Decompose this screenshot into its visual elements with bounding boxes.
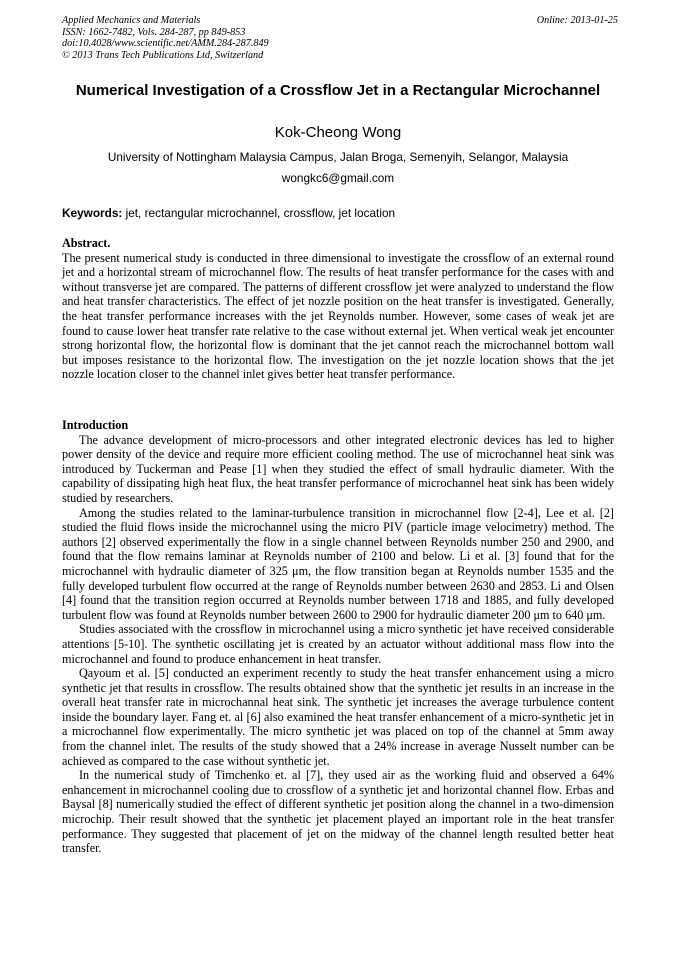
abstract-heading: Abstract.	[62, 236, 111, 250]
keywords-text: jet, rectangular microchannel, crossflow, jet location	[122, 206, 396, 220]
abstract-section	[62, 236, 614, 382]
intro-paragraph-2: Among the studies related to the laminar-turbulence transition in microchannel flow [2-4], Lee et al. [2] studied the fluid flows inside the microchannel using the micro PIV (particle image velocimetry) method. The authors [2] observed experimentally the flow in a single channel between Reynolds number 250 and 2900, and found that the flow remains laminar at Reynolds number of 2100 and below. Li et al. [3] found that for the microchannel with hydraulic diameter of 325 μm, the flow transition began at Reynolds number 1535 and the fully developed turbulent flow occurred at the range of Reynolds number between 2630 and 2853. Li and Olsen [4] found that the transition region occurred at Reynolds number between 1718 and 1885, and fully developed turbulent flow was found at Reynolds number between 2600 to 2900 for hydraulic diameter 200 μm to 640 μm.	[62, 505, 614, 622]
paper-title: Numerical Investigation of a Crossflow Jet in a Rectangular Microchannel	[75, 82, 601, 99]
online-date: Online: 2013-01-25	[536, 15, 618, 26]
doi-line: doi:10.4028/www.scientific.net/AMM.284-287.849	[62, 38, 269, 50]
intro-paragraph-4: Qayoum et al. [5] conducted an experiment recently to study the heat transfer enhancement using a micro synthetic jet that results in crossflow. The results obtained show that the synthetic jet results in an increase in the overall heat transfer rate in microchannal heat sink. The synthetic jet increases the average turbulence content inside the boundary layer. Fang et. al [6] also examined the heat transfer enhancement of a micro-synthetic jet in a microchannel flow experimentally. The micro synthetic jet was placed on top of the channel at 5mm away from the channel inlet. The results of the study showed that a 24% increase in average Nusselt number can be achieved as compared to the case without synthetic jet.	[62, 666, 614, 768]
author-email: wongkc6@gmail.com	[281, 171, 395, 185]
introduction-heading: Introduction	[62, 418, 129, 432]
keywords-label: Keywords:	[62, 206, 123, 220]
affiliation: University of Nottingham Malaysia Campus, Jalan Broga, Semenyih, Selangor, Malaysia	[107, 150, 569, 164]
intro-paragraph-5: In the numerical study of Timchenko et. al [7], they used air as the working fluid and observed a 64% enhancement in microchannel cooling due to crossflow of a synthetic jet and horizontal channel flow. Erbas and Baysal [8] numerically studied the effect of different synthetic jet position along the channel in a two-dimension microchip. Their result showed that the synthetic jet placement played an important role in the heat transfer performance. They suggested that placement of jet on the midway of the channel length resulted better heat transfer.	[62, 768, 614, 856]
introduction-section	[62, 418, 614, 856]
author-name: Kok-Cheong Wong	[274, 124, 402, 141]
abstract-text: The present numerical study is conducted in three dimensional to investigate the crossflow of an external round jet and a horizontal stream of microchannel flow. The results of heat transfer performance for the cases with and without transverse jet are compared. The patterns of different crossflow jet were analyzed to understand the flow and heat transfer characteristics. The effect of jet nozzle position on the heat transfer is investigated. Generally, the heat transfer performance increases with the jet Reynolds number. However, some cases of weak jet are found to cause lower heat transfer rate relative to the case without external jet. When vertical weak jet encounter strong horizontal flow, the horizontal flow is dominant that the jet cannot reach the microchannel bottom wall but imposes resistance to the horizontal flow. The investigation on the jet nozzle location shows that the jet nozzle location closer to the channel inlet gives better heat transfer performance.	[62, 250, 614, 382]
journal-name: Applied Mechanics and Materials	[62, 15, 201, 26]
keywords	[62, 206, 614, 221]
journal-header	[62, 15, 618, 61]
intro-paragraph-1: The advance development of micro-processors and other integrated electronic devices has led to higher power density of the device and require more efficient cooling method. The use of microchannel heat sink was introduced by Tuckerman and Pease [1] when they studied the effect of small hydraulic diameter. With the capability of dissipating high heat flux, the heat transfer performance of microchannel heat sink has been widely studied by researchers.	[62, 432, 614, 505]
issn-line: ISSN: 1662-7482, Vols. 284-287, pp 849-853	[62, 26, 246, 38]
intro-paragraph-3: Studies associated with the crossflow in microchannel using a micro synthetic jet have received considerable attentions [5-10]. The synthetic oscillating jet is created by an actuator without additional mass flow into the microchannel and found to produce enhancement in heat transfer.	[62, 622, 614, 666]
copyright-line: © 2013 Trans Tech Publications Ltd, Switzerland	[62, 49, 264, 61]
